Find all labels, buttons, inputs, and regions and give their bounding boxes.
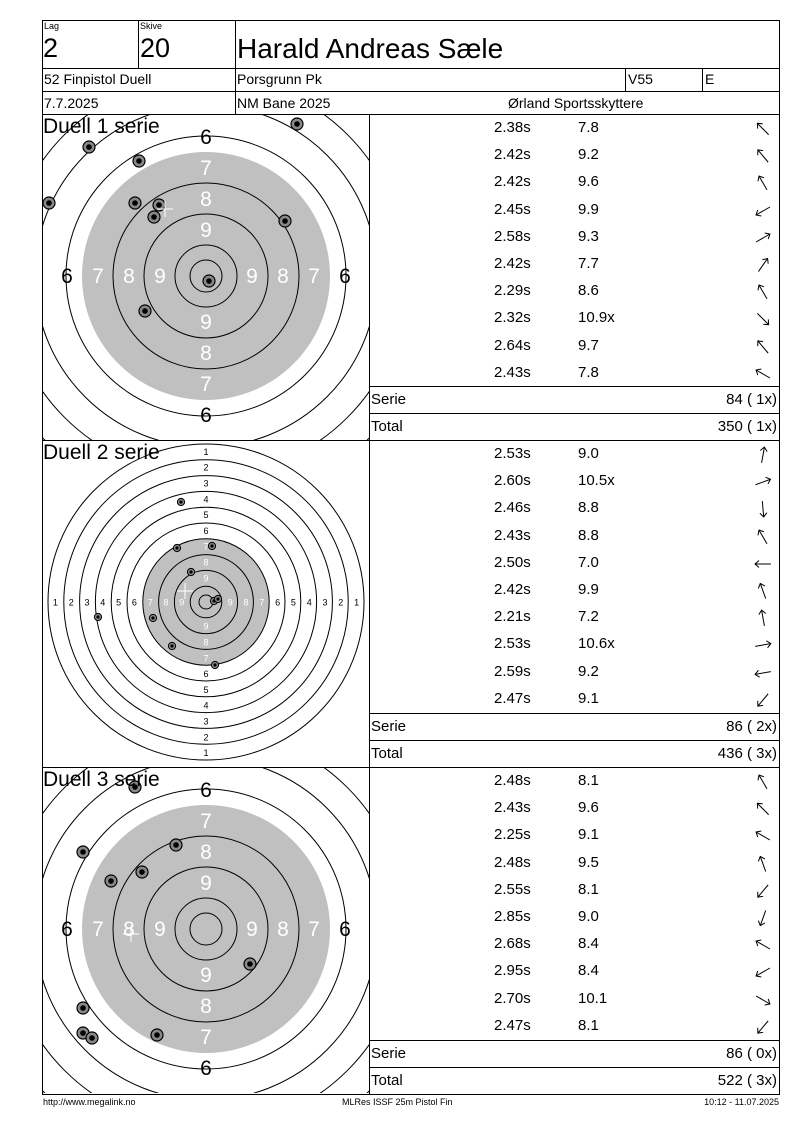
ring-label: 9: [227, 597, 233, 608]
ring-label: 4: [203, 494, 209, 505]
shot-direction-arrow-icon: [753, 445, 773, 465]
shot-time: 2.46s: [494, 499, 531, 517]
shot-row: [371, 495, 780, 522]
shot-time: 2.70s: [494, 989, 531, 1007]
shooter-class: V55: [628, 71, 653, 87]
ring-label: 9: [246, 918, 258, 941]
shot-row: [371, 197, 780, 224]
total-row-3: [371, 1068, 780, 1094]
ring-label: 7: [203, 541, 209, 552]
shot-hole-center: [132, 200, 138, 206]
ring-label: 4: [100, 597, 106, 608]
shot-score: 8.8: [578, 499, 599, 517]
shot-direction-arrow-icon: [753, 908, 773, 928]
shot-score: 9.1: [578, 826, 599, 844]
total-label: Total: [371, 418, 403, 435]
shot-row: [371, 822, 780, 849]
ring-label: 5: [203, 510, 209, 521]
ring-label: 1: [52, 597, 58, 608]
shot-score: 8.6: [578, 282, 599, 300]
shot-direction-arrow-icon: [753, 337, 773, 357]
organizer-name: Ørland Sportsskyttere: [508, 95, 644, 111]
ring-label: 1: [203, 446, 209, 457]
serie-label: Serie: [371, 391, 407, 408]
ring-label: 8: [277, 918, 289, 941]
shot-hole-center: [156, 202, 162, 208]
total-value: 350 ( 1x): [717, 418, 777, 435]
target-series-1: [43, 115, 369, 440]
ring-label: 8: [200, 342, 212, 365]
shot-direction-arrow-icon: [753, 881, 773, 901]
shot-score: 9.0: [578, 908, 599, 925]
shot-score: 7.2: [578, 608, 599, 626]
shot-time: 2.59s: [494, 662, 531, 680]
footer-timestamp: 10:12 - 11.07.2025: [704, 1097, 779, 1107]
ring-label: 6: [203, 525, 209, 536]
shot-score: 7.8: [578, 119, 599, 136]
shot-time: 2.25s: [494, 826, 531, 844]
shot-time: 2.50s: [494, 553, 531, 571]
shot-time: 2.47s: [494, 1016, 531, 1034]
shot-time: 2.85s: [494, 908, 531, 925]
shot-score: 9.9: [578, 200, 599, 218]
lag-label: Lag: [44, 21, 60, 31]
shot-direction-arrow-icon: [753, 608, 773, 628]
shot-time: 2.45s: [494, 200, 531, 218]
shot-time: 2.21s: [494, 608, 531, 626]
ring-label: 8: [123, 918, 135, 941]
shot-hole-center: [179, 500, 182, 503]
shot-hole-center: [170, 644, 173, 647]
shot-row: [371, 877, 780, 904]
shot-time: 2.53s: [494, 445, 531, 462]
header-divider-1: [42, 68, 780, 69]
ring-label: 6: [339, 918, 351, 941]
shot-row: [371, 631, 780, 658]
shot-hole-center: [173, 842, 179, 848]
footer-program: MLRes ISSF 25m Pistol Fin: [342, 1097, 453, 1107]
header-vdivider-lag: [138, 20, 139, 68]
shot-score: 8.8: [578, 526, 599, 544]
shot-time: 2.29s: [494, 282, 531, 300]
shot-hole-center: [46, 200, 52, 206]
shot-row: [371, 169, 780, 196]
shot-direction-arrow-icon: [753, 962, 773, 982]
ring-label: 1: [203, 748, 209, 759]
total-value: 436 ( 3x): [717, 745, 777, 762]
shot-row: [371, 251, 780, 278]
shot-score: 8.4: [578, 962, 599, 980]
shot-hole-center: [108, 878, 114, 884]
shot-time: 2.95s: [494, 962, 531, 980]
shot-hole-center: [282, 218, 288, 224]
ring-label: 6: [339, 265, 351, 288]
shot-row: [371, 550, 780, 577]
shot-direction-arrow-icon: [753, 201, 773, 221]
shot-direction-arrow-icon: [753, 935, 773, 955]
total-label: Total: [371, 1072, 403, 1089]
header-divider-2: [42, 91, 780, 92]
ring-label: 6: [61, 265, 73, 288]
ring-label: 9: [200, 872, 212, 895]
ring-label: 3: [84, 597, 90, 608]
ring-label: 2: [338, 597, 344, 608]
ring-label: 6: [200, 779, 212, 802]
header-vdivider-class: [625, 68, 626, 91]
ring-label: 3: [203, 716, 209, 727]
shot-row: [371, 986, 780, 1013]
series-3-title: Duell 3 serie: [43, 768, 160, 791]
shot-score: 10.1: [578, 989, 608, 1007]
shot-score: 10.6x: [578, 635, 615, 653]
serie-row-3: [371, 1041, 780, 1067]
shot-row: [371, 604, 780, 631]
total-row-2: [371, 741, 780, 767]
shooter-grade: E: [705, 71, 715, 87]
shot-direction-arrow-icon: [753, 990, 773, 1010]
shot-time: 2.43s: [494, 799, 531, 817]
shot-row: [371, 686, 780, 713]
shot-hole-center: [142, 308, 148, 314]
shot-time: 2.43s: [494, 363, 531, 381]
shot-score: 9.1: [578, 689, 599, 707]
ring-label: 2: [203, 462, 209, 473]
shot-direction-arrow-icon: [753, 772, 773, 792]
shot-score: 10.9x: [578, 309, 615, 327]
shot-hole-center: [80, 1030, 86, 1036]
shot-hole-center: [136, 158, 142, 164]
shot-direction-arrow-icon: [753, 690, 773, 710]
ring-label: 8: [200, 995, 212, 1018]
shot-row: [371, 115, 780, 142]
shot-hole-center: [151, 616, 154, 619]
shot-direction-arrow-icon: [753, 499, 773, 519]
ring-label: 9: [200, 311, 212, 334]
shot-time: 2.42s: [494, 581, 531, 598]
target-series-2: [43, 441, 369, 766]
shot-time: 2.43s: [494, 526, 531, 544]
shot-time: 2.42s: [494, 173, 531, 191]
shot-direction-arrow-icon: [753, 826, 773, 846]
shot-time: 2.68s: [494, 935, 531, 953]
ring-label: 4: [203, 700, 209, 711]
shot-row: [371, 305, 780, 332]
shot-score: 8.1: [578, 1016, 599, 1034]
shot-direction-arrow-icon: [753, 799, 773, 819]
shot-row: [371, 441, 780, 468]
ring-label: 5: [290, 597, 296, 608]
serie-row-2: [371, 714, 780, 740]
shot-row: [371, 768, 780, 795]
ring-label: 6: [200, 126, 212, 149]
ring-label: 8: [277, 265, 289, 288]
ring-label: 9: [154, 918, 166, 941]
event-name: 52 Finpistol Duell: [44, 71, 152, 87]
ring-label: 9: [246, 265, 258, 288]
shot-direction-arrow-icon: [753, 663, 773, 683]
shot-time: 2.42s: [494, 146, 531, 164]
shot-row: [371, 659, 780, 686]
shot-hole-center: [175, 546, 178, 549]
ring-label: 2: [203, 732, 209, 743]
ring-label: 8: [200, 188, 212, 211]
shot-time: 2.47s: [494, 689, 531, 707]
ring-label: 9: [154, 265, 166, 288]
shot-direction-arrow-icon: [753, 554, 773, 574]
shot-hole-center: [294, 121, 300, 127]
skive-value: 20: [140, 33, 171, 63]
header-vdivider-name: [235, 20, 236, 114]
shot-time: 2.48s: [494, 853, 531, 871]
shot-hole-center: [139, 869, 145, 875]
shot-row: [371, 523, 780, 550]
shot-row: [371, 850, 780, 877]
serie-label: Serie: [371, 1045, 407, 1062]
ring-label: 7: [200, 373, 212, 396]
shot-score: 9.6: [578, 173, 599, 191]
shot-direction-arrow-icon: [753, 146, 773, 166]
shot-direction-arrow-icon: [753, 309, 773, 329]
shot-score: 8.1: [578, 880, 599, 898]
shot-time: 2.58s: [494, 227, 531, 245]
shot-direction-arrow-icon: [753, 1017, 773, 1037]
total-row-1: [371, 414, 780, 440]
ring-label: 6: [61, 918, 73, 941]
ring-label: 7: [147, 597, 153, 608]
ring-label: 7: [92, 265, 104, 288]
shot-time: 2.48s: [494, 772, 531, 789]
shot-score: 9.5: [578, 853, 599, 871]
shot-time: 2.55s: [494, 880, 531, 898]
shot-score: 9.3: [578, 227, 599, 245]
ring-label: 9: [200, 219, 212, 242]
shot-score: 9.6: [578, 799, 599, 817]
shot-hole-center: [206, 278, 212, 284]
ring-label: 7: [308, 918, 320, 941]
ring-label: 7: [200, 1026, 212, 1049]
shot-score: 7.7: [578, 255, 599, 272]
ring-label: 7: [259, 597, 265, 608]
ring-label: 5: [116, 597, 122, 608]
shot-time: 2.42s: [494, 255, 531, 272]
shot-row: [371, 333, 780, 360]
ring-label: 7: [200, 810, 212, 833]
serie-value: 86 ( 2x): [726, 718, 777, 735]
ring-label: 3: [203, 478, 209, 489]
ring-label: 9: [179, 597, 185, 608]
ring-label: 4: [306, 597, 312, 608]
shot-score: 10.5x: [578, 472, 615, 490]
shot-hole-center: [216, 597, 219, 600]
serie-label: Serie: [371, 718, 407, 735]
shot-time: 2.38s: [494, 119, 531, 136]
shot-row: [371, 468, 780, 495]
competition-date: 7.7.2025: [44, 95, 99, 111]
shot-hole-center: [247, 961, 253, 967]
serie-value: 86 ( 0x): [726, 1045, 777, 1062]
ring-label: 7: [203, 653, 209, 664]
shot-score: 8.1: [578, 772, 599, 789]
shot-row: [371, 577, 780, 604]
shot-hole-center: [213, 663, 216, 666]
shot-score: 9.2: [578, 662, 599, 680]
shot-direction-arrow-icon: [753, 635, 773, 655]
ring-label: 9: [203, 573, 209, 584]
shot-row: [371, 278, 780, 305]
shot-hole-center: [86, 144, 92, 150]
shot-row: [371, 904, 780, 931]
ring-label: 6: [200, 404, 212, 427]
shot-row: [371, 931, 780, 958]
shot-direction-arrow-icon: [753, 527, 773, 547]
shot-hole-center: [96, 615, 99, 618]
ring-label: 5: [203, 684, 209, 695]
shot-hole-center: [210, 544, 213, 547]
shot-row: [371, 1013, 780, 1040]
shot-direction-arrow-icon: [753, 255, 773, 275]
shot-score: 8.4: [578, 935, 599, 953]
ring-label: 8: [123, 265, 135, 288]
header-vdivider-grade: [702, 68, 703, 91]
shot-score: 9.9: [578, 581, 599, 598]
series-1-title: Duell 1 serie: [43, 115, 160, 138]
shot-score: 9.2: [578, 146, 599, 164]
ring-label: 1: [354, 597, 360, 608]
serie-value: 84 ( 1x): [726, 391, 777, 408]
ring-label: 7: [308, 265, 320, 288]
shot-row: [371, 795, 780, 822]
ring-label: 6: [275, 597, 281, 608]
skive-label: Skive: [140, 21, 163, 31]
ring-label: 8: [163, 597, 169, 608]
ring-label: 7: [92, 918, 104, 941]
shot-hole-center: [154, 1032, 160, 1038]
shot-time: 2.53s: [494, 635, 531, 653]
shot-direction-arrow-icon: [753, 228, 773, 248]
shot-score: 7.8: [578, 363, 599, 381]
ring-label: 9: [203, 621, 209, 632]
ring-label: 6: [131, 597, 137, 608]
shot-direction-arrow-icon: [753, 581, 773, 601]
ring-label: 6: [200, 1057, 212, 1080]
target-list-divider: [369, 114, 370, 1095]
shot-direction-arrow-icon: [753, 364, 773, 384]
shot-row: [371, 958, 780, 985]
total-value: 522 ( 3x): [717, 1072, 777, 1089]
shot-direction-arrow-icon: [753, 173, 773, 193]
shot-direction-arrow-icon: [753, 854, 773, 874]
ring-label: 8: [243, 597, 249, 608]
ring-label: 6: [203, 669, 209, 680]
shot-hole-center: [151, 214, 157, 220]
shot-time: 2.64s: [494, 336, 531, 354]
shot-direction-arrow-icon: [753, 119, 773, 139]
shot-time: 2.32s: [494, 309, 531, 327]
ring-label: 8: [203, 637, 209, 648]
club-name: Porsgrunn Pk: [237, 71, 322, 87]
shot-score: 7.0: [578, 553, 599, 571]
shot-hole-center: [80, 849, 86, 855]
serie-row-1: [371, 387, 780, 413]
ring-label: 2: [68, 597, 74, 608]
shot-time: 2.60s: [494, 472, 531, 490]
shot-row: [371, 360, 780, 387]
shot-score: 9.7: [578, 336, 599, 354]
shooter-name: Harald Andreas Sæle: [237, 33, 504, 64]
lag-value: 2: [43, 33, 59, 63]
target-series-3: [43, 768, 369, 1093]
shot-hole-center: [189, 570, 192, 573]
ring-label: 3: [322, 597, 328, 608]
shot-direction-arrow-icon: [753, 472, 773, 492]
shot-direction-arrow-icon: [753, 282, 773, 302]
venue-name: NM Bane 2025: [237, 95, 331, 111]
ring-label: 8: [203, 557, 209, 568]
series-2-title: Duell 2 serie: [43, 441, 160, 464]
shot-hole-center: [80, 1005, 86, 1011]
shot-row: [371, 224, 780, 251]
total-label: Total: [371, 745, 403, 762]
ring-label: 8: [200, 841, 212, 864]
shot-row: [371, 142, 780, 169]
ring-label: 7: [200, 157, 212, 180]
footer-url: http://www.megalink.no: [43, 1097, 136, 1107]
ring-label: 9: [200, 964, 212, 987]
shot-hole-center: [89, 1035, 95, 1041]
shot-score: 9.0: [578, 445, 599, 462]
